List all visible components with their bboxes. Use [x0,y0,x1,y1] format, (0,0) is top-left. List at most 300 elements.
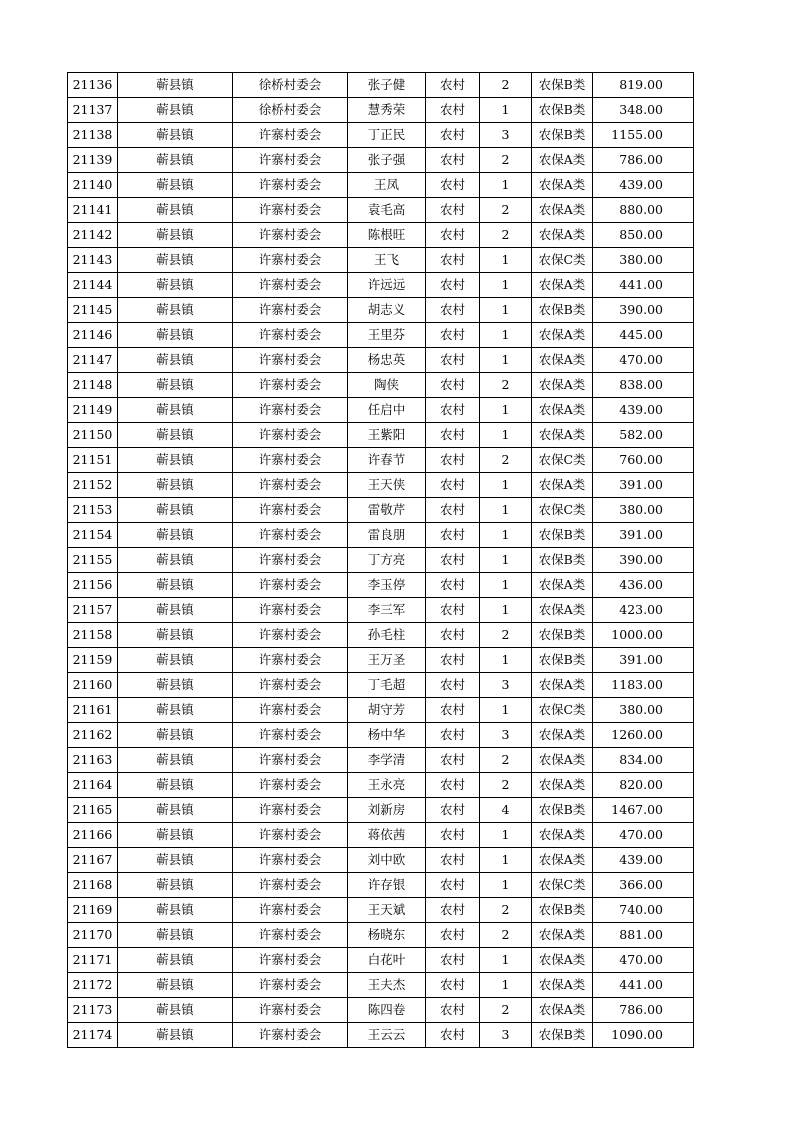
town-cell: 蕲县镇 [118,298,233,323]
amount-cell: 470.00 [593,948,694,973]
village-committee-cell: 许寨村委会 [233,273,348,298]
area-type-cell: 农村 [426,323,480,348]
town-cell: 蕲县镇 [118,1023,233,1048]
village-committee-cell: 许寨村委会 [233,223,348,248]
record-id-cell: 21168 [68,873,118,898]
household-count-cell: 2 [480,773,532,798]
insurance-category-cell: 农保A类 [532,748,593,773]
town-cell: 蕲县镇 [118,123,233,148]
record-id-cell: 21166 [68,823,118,848]
area-type-cell: 农村 [426,698,480,723]
household-count-cell: 1 [480,948,532,973]
table-row [68,823,694,848]
insurance-category-cell: 农保B类 [532,98,593,123]
amount-cell: 1155.00 [593,123,694,148]
table-row [68,948,694,973]
household-count-cell: 2 [480,73,532,98]
table-row [68,523,694,548]
insurance-category-cell: 农保A类 [532,598,593,623]
area-type-cell: 农村 [426,148,480,173]
town-cell: 蕲县镇 [118,373,233,398]
insurance-category-cell: 农保A类 [532,573,593,598]
name-cell: 陈根旺 [348,223,426,248]
household-count-cell: 1 [480,273,532,298]
household-count-cell: 1 [480,823,532,848]
insurance-category-cell: 农保A类 [532,273,593,298]
name-cell: 杨晓东 [348,923,426,948]
area-type-cell: 农村 [426,1023,480,1048]
name-cell: 袁毛高 [348,198,426,223]
table-row [68,673,694,698]
name-cell: 刘中欧 [348,848,426,873]
area-type-cell: 农村 [426,748,480,773]
village-committee-cell: 许寨村委会 [233,248,348,273]
town-cell: 蕲县镇 [118,148,233,173]
table-row [68,648,694,673]
document-table-container [67,72,694,1048]
table-row [68,373,694,398]
household-count-cell: 2 [480,148,532,173]
record-id-cell: 21146 [68,323,118,348]
village-committee-cell: 许寨村委会 [233,148,348,173]
insurance-category-cell: 农保C类 [532,248,593,273]
household-count-cell: 1 [480,248,532,273]
name-cell: 王里芬 [348,323,426,348]
table-row [68,623,694,648]
household-count-cell: 1 [480,298,532,323]
village-committee-cell: 许寨村委会 [233,898,348,923]
household-count-cell: 2 [480,748,532,773]
name-cell: 雷良朋 [348,523,426,548]
insurance-category-cell: 农保C类 [532,873,593,898]
amount-cell: 786.00 [593,998,694,1023]
record-id-cell: 21156 [68,573,118,598]
insurance-category-cell: 农保A类 [532,848,593,873]
insurance-category-cell: 农保A类 [532,473,593,498]
town-cell: 蕲县镇 [118,898,233,923]
village-committee-cell: 许寨村委会 [233,1023,348,1048]
village-committee-cell: 许寨村委会 [233,198,348,223]
name-cell: 王紫阳 [348,423,426,448]
record-id-cell: 21138 [68,123,118,148]
amount-cell: 880.00 [593,198,694,223]
town-cell: 蕲县镇 [118,773,233,798]
name-cell: 蒋依茜 [348,823,426,848]
amount-cell: 441.00 [593,273,694,298]
record-id-cell: 21169 [68,898,118,923]
insurance-category-cell: 农保B类 [532,298,593,323]
record-id-cell: 21162 [68,723,118,748]
table-row [68,973,694,998]
amount-cell: 390.00 [593,298,694,323]
area-type-cell: 农村 [426,573,480,598]
record-id-cell: 21144 [68,273,118,298]
village-committee-cell: 许寨村委会 [233,123,348,148]
record-id-cell: 21139 [68,148,118,173]
insurance-category-cell: 农保A类 [532,398,593,423]
record-id-cell: 21154 [68,523,118,548]
amount-cell: 834.00 [593,748,694,773]
town-cell: 蕲县镇 [118,798,233,823]
household-count-cell: 3 [480,673,532,698]
name-cell: 杨忠英 [348,348,426,373]
table-row [68,748,694,773]
name-cell: 丁正民 [348,123,426,148]
area-type-cell: 农村 [426,598,480,623]
table-row [68,848,694,873]
table-row [68,398,694,423]
amount-cell: 439.00 [593,398,694,423]
area-type-cell: 农村 [426,498,480,523]
area-type-cell: 农村 [426,973,480,998]
town-cell: 蕲县镇 [118,623,233,648]
town-cell: 蕲县镇 [118,998,233,1023]
insurance-category-cell: 农保A类 [532,948,593,973]
record-id-cell: 21171 [68,948,118,973]
record-id-cell: 21147 [68,348,118,373]
table-row [68,73,694,98]
table-row [68,423,694,448]
town-cell: 蕲县镇 [118,873,233,898]
amount-cell: 423.00 [593,598,694,623]
table-row [68,698,694,723]
village-committee-cell: 许寨村委会 [233,873,348,898]
household-count-cell: 1 [480,398,532,423]
amount-cell: 838.00 [593,373,694,398]
record-id-cell: 21163 [68,748,118,773]
household-count-cell: 1 [480,473,532,498]
record-id-cell: 21173 [68,998,118,1023]
household-count-cell: 1 [480,848,532,873]
town-cell: 蕲县镇 [118,498,233,523]
record-id-cell: 21164 [68,773,118,798]
record-id-cell: 21157 [68,598,118,623]
village-committee-cell: 许寨村委会 [233,523,348,548]
area-type-cell: 农村 [426,548,480,573]
name-cell: 陶侠 [348,373,426,398]
area-type-cell: 农村 [426,948,480,973]
table-row [68,723,694,748]
name-cell: 胡志义 [348,298,426,323]
amount-cell: 436.00 [593,573,694,598]
name-cell: 丁方亮 [348,548,426,573]
area-type-cell: 农村 [426,798,480,823]
record-id-cell: 21142 [68,223,118,248]
area-type-cell: 农村 [426,823,480,848]
household-count-cell: 2 [480,223,532,248]
record-id-cell: 21172 [68,973,118,998]
area-type-cell: 农村 [426,123,480,148]
table-row [68,498,694,523]
record-id-cell: 21165 [68,798,118,823]
record-id-cell: 21143 [68,248,118,273]
amount-cell: 441.00 [593,973,694,998]
insurance-category-cell: 农保A类 [532,223,593,248]
town-cell: 蕲县镇 [118,748,233,773]
household-count-cell: 1 [480,98,532,123]
household-count-cell: 1 [480,873,532,898]
insurance-category-cell: 农保A类 [532,673,593,698]
village-committee-cell: 许寨村委会 [233,823,348,848]
household-count-cell: 3 [480,1023,532,1048]
village-committee-cell: 许寨村委会 [233,623,348,648]
area-type-cell: 农村 [426,373,480,398]
village-committee-cell: 许寨村委会 [233,573,348,598]
area-type-cell: 农村 [426,398,480,423]
name-cell: 刘新房 [348,798,426,823]
amount-cell: 439.00 [593,848,694,873]
amount-cell: 445.00 [593,323,694,348]
table-row [68,223,694,248]
town-cell: 蕲县镇 [118,273,233,298]
name-cell: 胡守芳 [348,698,426,723]
household-count-cell: 2 [480,373,532,398]
name-cell: 李学清 [348,748,426,773]
insurance-category-cell: 农保B类 [532,123,593,148]
amount-cell: 582.00 [593,423,694,448]
table-row [68,473,694,498]
table-row [68,773,694,798]
village-committee-cell: 许寨村委会 [233,348,348,373]
town-cell: 蕲县镇 [118,673,233,698]
household-count-cell: 1 [480,323,532,348]
town-cell: 蕲县镇 [118,723,233,748]
record-id-cell: 21153 [68,498,118,523]
area-type-cell: 农村 [426,673,480,698]
village-committee-cell: 许寨村委会 [233,723,348,748]
insurance-category-cell: 农保C类 [532,698,593,723]
area-type-cell: 农村 [426,73,480,98]
household-count-cell: 2 [480,623,532,648]
name-cell: 雷敬芹 [348,498,426,523]
amount-cell: 380.00 [593,498,694,523]
amount-cell: 1467.00 [593,798,694,823]
household-count-cell: 1 [480,548,532,573]
table-row [68,298,694,323]
area-type-cell: 农村 [426,448,480,473]
table-row [68,573,694,598]
insurance-category-cell: 农保A类 [532,373,593,398]
record-id-cell: 21140 [68,173,118,198]
village-committee-cell: 许寨村委会 [233,398,348,423]
amount-cell: 819.00 [593,73,694,98]
amount-cell: 740.00 [593,898,694,923]
name-cell: 张子强 [348,148,426,173]
village-committee-cell: 许寨村委会 [233,973,348,998]
insurance-category-cell: 农保A类 [532,148,593,173]
record-id-cell: 21155 [68,548,118,573]
insurance-category-cell: 农保C类 [532,498,593,523]
town-cell: 蕲县镇 [118,523,233,548]
table-row [68,448,694,473]
record-id-cell: 21151 [68,448,118,473]
record-id-cell: 21174 [68,1023,118,1048]
area-type-cell: 农村 [426,223,480,248]
insurance-category-cell: 农保A类 [532,423,593,448]
insurance-category-cell: 农保A类 [532,823,593,848]
insurance-category-cell: 农保A类 [532,723,593,748]
village-committee-cell: 许寨村委会 [233,998,348,1023]
insurance-category-cell: 农保A类 [532,923,593,948]
area-type-cell: 农村 [426,473,480,498]
household-count-cell: 2 [480,998,532,1023]
household-count-cell: 1 [480,573,532,598]
town-cell: 蕲县镇 [118,923,233,948]
amount-cell: 380.00 [593,248,694,273]
town-cell: 蕲县镇 [118,648,233,673]
household-count-cell: 3 [480,123,532,148]
record-id-cell: 21167 [68,848,118,873]
table-row [68,248,694,273]
name-cell: 李玉停 [348,573,426,598]
amount-cell: 391.00 [593,648,694,673]
benefits-table [67,72,694,1048]
village-committee-cell: 许寨村委会 [233,548,348,573]
amount-cell: 760.00 [593,448,694,473]
amount-cell: 366.00 [593,873,694,898]
area-type-cell: 农村 [426,348,480,373]
insurance-category-cell: 农保A类 [532,323,593,348]
area-type-cell: 农村 [426,848,480,873]
town-cell: 蕲县镇 [118,248,233,273]
name-cell: 李三军 [348,598,426,623]
insurance-category-cell: 农保A类 [532,348,593,373]
household-count-cell: 2 [480,448,532,473]
area-type-cell: 农村 [426,173,480,198]
area-type-cell: 农村 [426,623,480,648]
table-row [68,923,694,948]
household-count-cell: 1 [480,498,532,523]
household-count-cell: 1 [480,698,532,723]
amount-cell: 439.00 [593,173,694,198]
village-committee-cell: 许寨村委会 [233,748,348,773]
name-cell: 许存银 [348,873,426,898]
amount-cell: 391.00 [593,473,694,498]
amount-cell: 380.00 [593,698,694,723]
table-row [68,598,694,623]
town-cell: 蕲县镇 [118,73,233,98]
name-cell: 王天侠 [348,473,426,498]
area-type-cell: 农村 [426,423,480,448]
record-id-cell: 21137 [68,98,118,123]
name-cell: 王凤 [348,173,426,198]
village-committee-cell: 许寨村委会 [233,598,348,623]
name-cell: 孙毛柱 [348,623,426,648]
name-cell: 白花叶 [348,948,426,973]
amount-cell: 786.00 [593,148,694,173]
insurance-category-cell: 农保A类 [532,998,593,1023]
area-type-cell: 农村 [426,773,480,798]
table-row [68,898,694,923]
amount-cell: 820.00 [593,773,694,798]
name-cell: 王夫杰 [348,973,426,998]
village-committee-cell: 许寨村委会 [233,298,348,323]
area-type-cell: 农村 [426,273,480,298]
household-count-cell: 2 [480,898,532,923]
table-body [68,73,694,1048]
town-cell: 蕲县镇 [118,323,233,348]
area-type-cell: 农村 [426,898,480,923]
name-cell: 任启中 [348,398,426,423]
table-row [68,548,694,573]
table-row [68,173,694,198]
table-row [68,123,694,148]
insurance-category-cell: 农保B类 [532,648,593,673]
household-count-cell: 1 [480,523,532,548]
area-type-cell: 农村 [426,298,480,323]
town-cell: 蕲县镇 [118,173,233,198]
table-row [68,198,694,223]
table-row [68,998,694,1023]
village-committee-cell: 许寨村委会 [233,498,348,523]
town-cell: 蕲县镇 [118,698,233,723]
household-count-cell: 1 [480,348,532,373]
table-row [68,348,694,373]
table-row [68,98,694,123]
village-committee-cell: 许寨村委会 [233,173,348,198]
household-count-cell: 1 [480,973,532,998]
amount-cell: 348.00 [593,98,694,123]
insurance-category-cell: 农保B类 [532,523,593,548]
household-count-cell: 1 [480,173,532,198]
town-cell: 蕲县镇 [118,473,233,498]
name-cell: 许远远 [348,273,426,298]
record-id-cell: 21159 [68,648,118,673]
insurance-category-cell: 农保A类 [532,173,593,198]
record-id-cell: 21136 [68,73,118,98]
household-count-cell: 2 [480,923,532,948]
area-type-cell: 农村 [426,723,480,748]
name-cell: 王万圣 [348,648,426,673]
insurance-category-cell: 农保B类 [532,1023,593,1048]
record-id-cell: 21160 [68,673,118,698]
insurance-category-cell: 农保A类 [532,973,593,998]
town-cell: 蕲县镇 [118,223,233,248]
table-row [68,148,694,173]
town-cell: 蕲县镇 [118,548,233,573]
town-cell: 蕲县镇 [118,348,233,373]
table-row [68,873,694,898]
village-committee-cell: 许寨村委会 [233,948,348,973]
insurance-category-cell: 农保B类 [532,548,593,573]
village-committee-cell: 许寨村委会 [233,323,348,348]
town-cell: 蕲县镇 [118,848,233,873]
amount-cell: 1000.00 [593,623,694,648]
town-cell: 蕲县镇 [118,423,233,448]
village-committee-cell: 许寨村委会 [233,373,348,398]
town-cell: 蕲县镇 [118,973,233,998]
area-type-cell: 农村 [426,523,480,548]
amount-cell: 470.00 [593,348,694,373]
record-id-cell: 21150 [68,423,118,448]
insurance-category-cell: 农保B类 [532,73,593,98]
name-cell: 张子健 [348,73,426,98]
village-committee-cell: 许寨村委会 [233,773,348,798]
amount-cell: 470.00 [593,823,694,848]
record-id-cell: 21148 [68,373,118,398]
household-count-cell: 4 [480,798,532,823]
village-committee-cell: 许寨村委会 [233,848,348,873]
village-committee-cell: 许寨村委会 [233,798,348,823]
name-cell: 丁毛超 [348,673,426,698]
amount-cell: 1090.00 [593,1023,694,1048]
table-row [68,273,694,298]
area-type-cell: 农村 [426,248,480,273]
town-cell: 蕲县镇 [118,573,233,598]
table-row [68,1023,694,1048]
village-committee-cell: 徐桥村委会 [233,98,348,123]
amount-cell: 1183.00 [593,673,694,698]
